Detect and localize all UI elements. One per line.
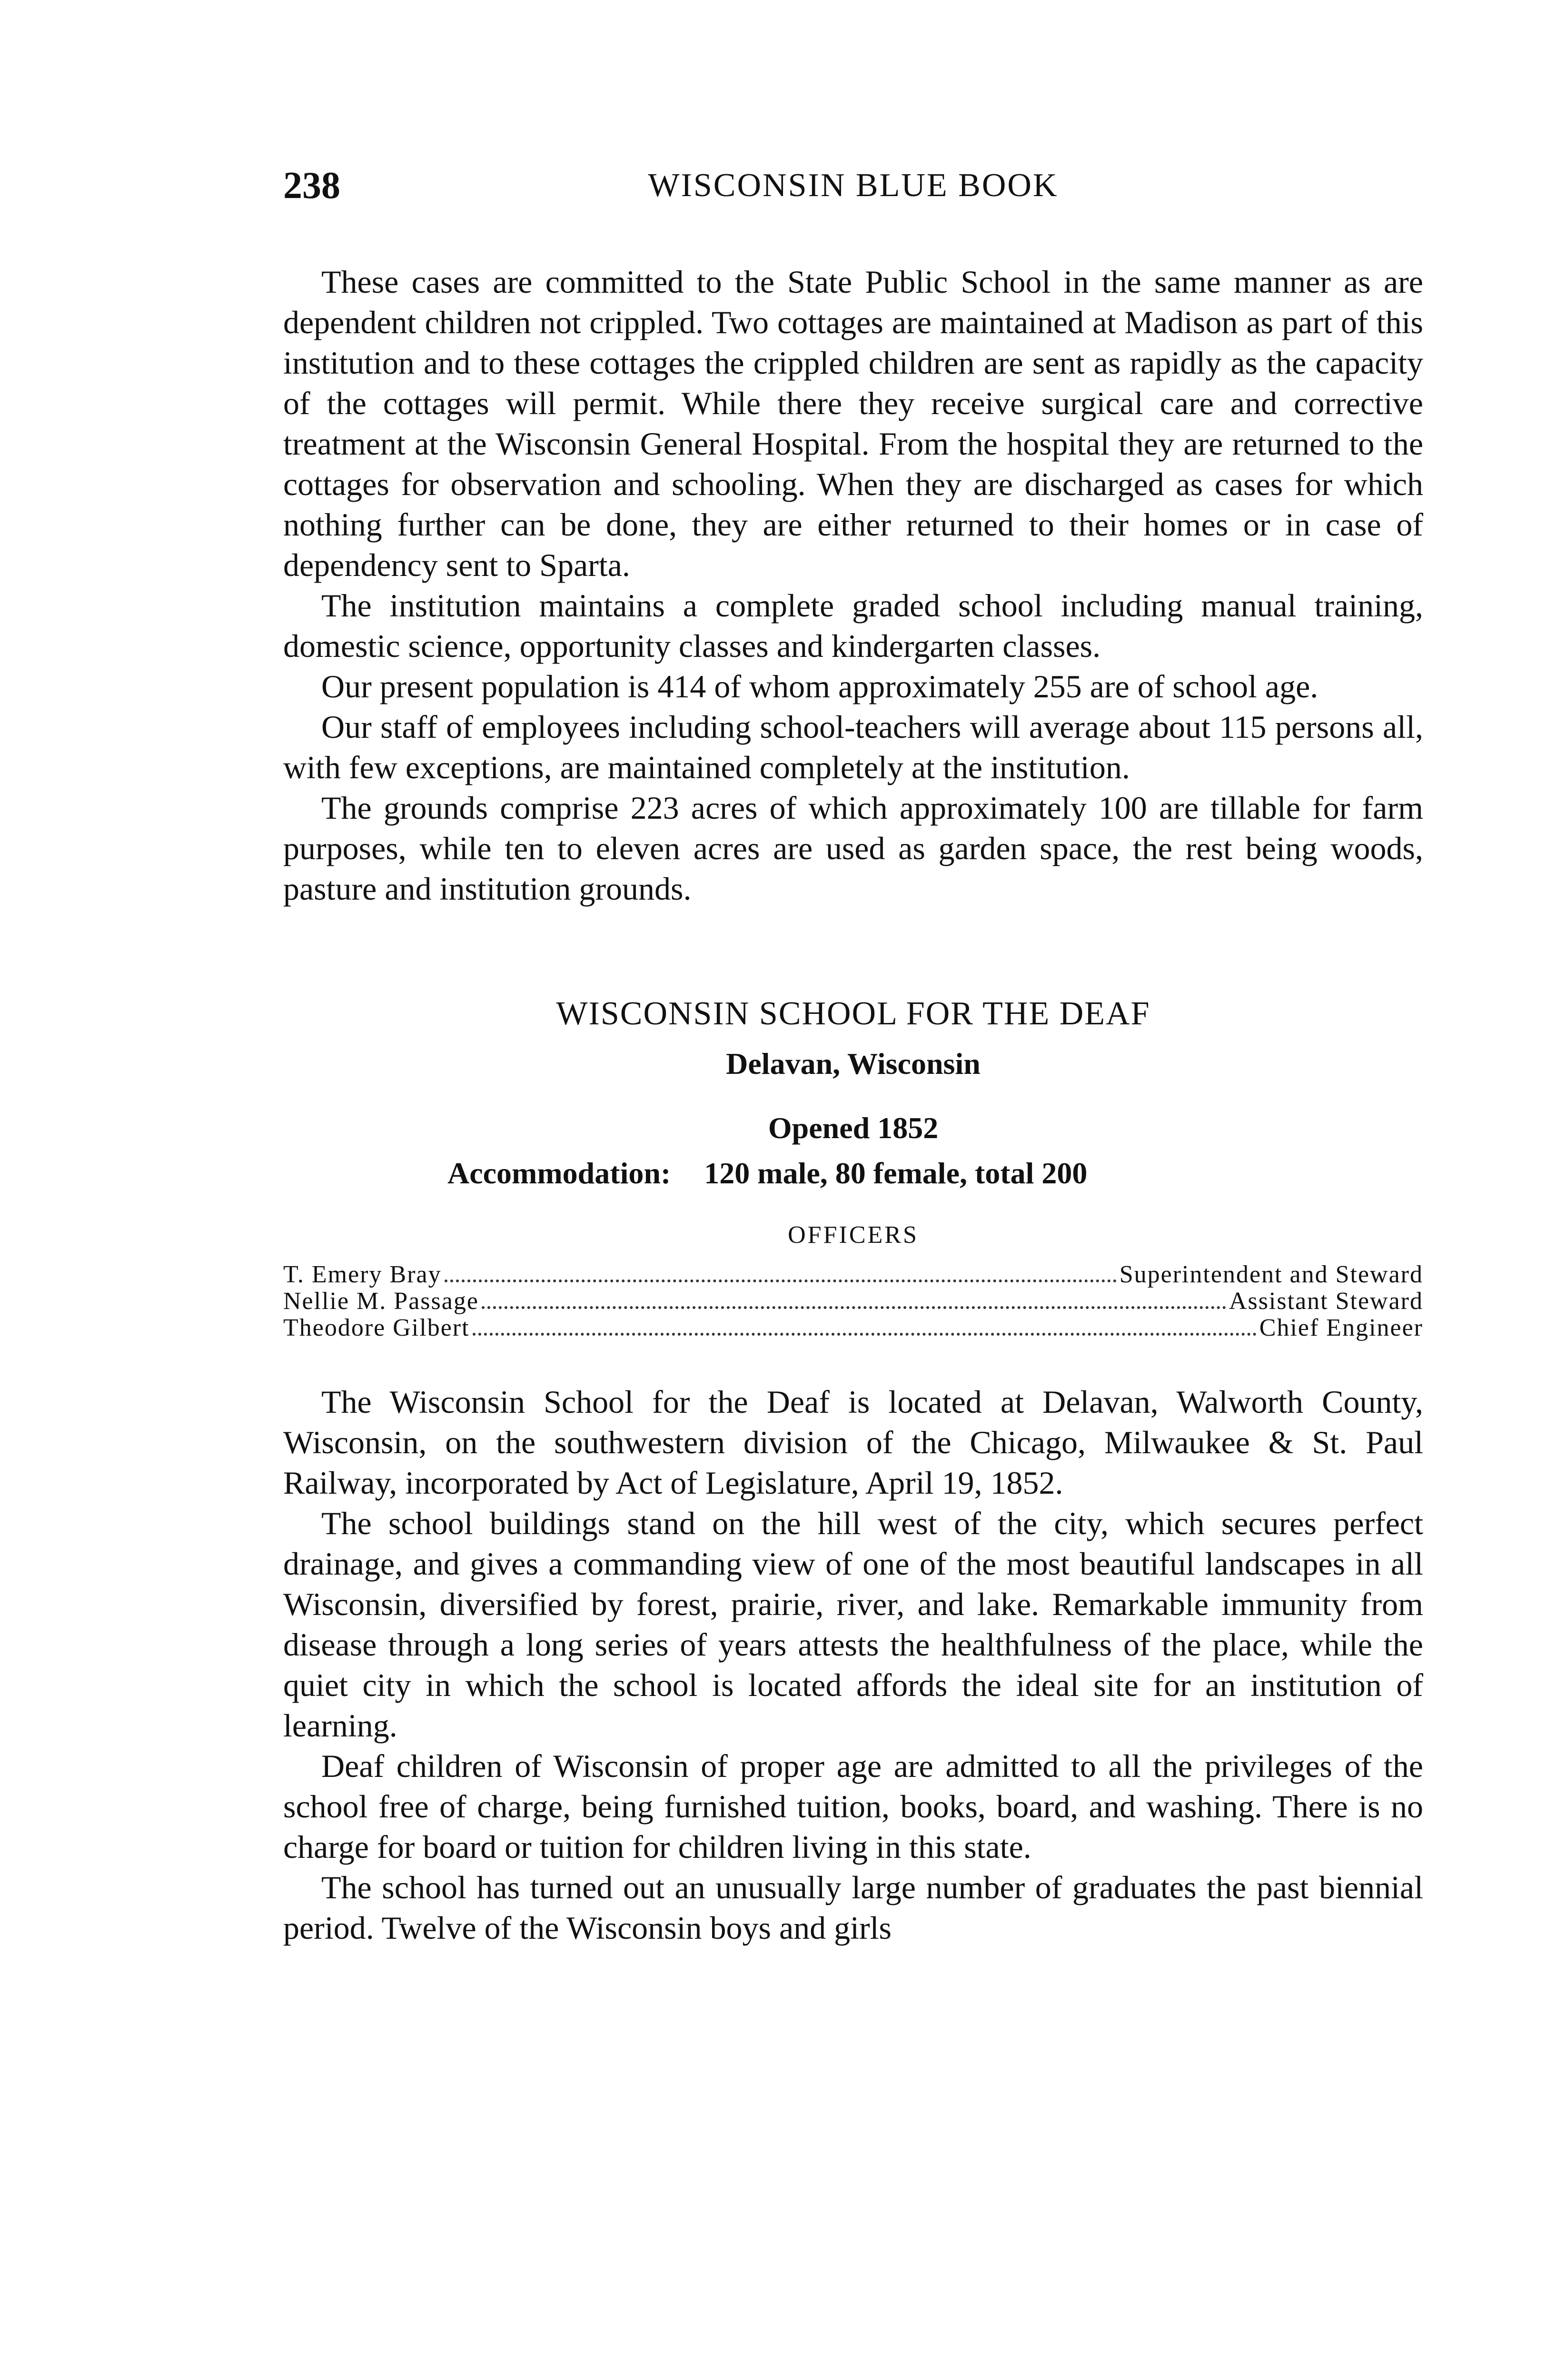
dot-leader bbox=[473, 1333, 1257, 1336]
paragraph: The institution maintains a complete graded school including manual training, domestic science, opportunity classes and kindergarten classes. bbox=[283, 587, 1423, 664]
intro-text bbox=[283, 262, 1423, 909]
opened-year: Opened 1852 bbox=[768, 1111, 939, 1145]
section-text bbox=[283, 1382, 1423, 1948]
dot-leader bbox=[445, 1279, 1117, 1282]
officer-name: T. Emery Bray bbox=[283, 1261, 442, 1288]
officers-heading: OFFICERS bbox=[788, 1221, 919, 1249]
officer-name: Theodore Gilbert bbox=[283, 1314, 470, 1341]
paragraph: Deaf children of Wisconsin of proper age are admitted to all the privileges of the school free of charge, being furnished tuition, books, board, and washing. There is no charge for board or tuition for children living in this state. bbox=[283, 1748, 1423, 1865]
officers-list bbox=[283, 1261, 1423, 1341]
officer-title: Assistant Steward bbox=[1229, 1288, 1423, 1315]
officer-row bbox=[283, 1261, 1423, 1288]
page-number: 238 bbox=[283, 165, 340, 207]
accommodation-value: 120 male, 80 female, total 200 bbox=[704, 1156, 1088, 1190]
paragraph: The school buildings stand on the hill west of the city, which secures perfect drainage, and gives a commanding view of one of the most beautiful landscapes in all Wisconsin, diversified by forest, prairie, river, and lake. Remarkable immunity from disease through a long series of years attests the healthfulness of the place, while the quiet city in which the school is located affords the ideal site for an institution of learning. bbox=[283, 1505, 1423, 1744]
officer-title: Chief Engineer bbox=[1259, 1314, 1423, 1341]
paragraph: These cases are committed to the State Public School in the same manner as are dependent children not crippled. Two cottages are maintained at Madison as part of this institution and to these cottages the crippled children are sent as rapidly as the capacity of the cottages will permit. While there they receive surgical care and corrective treatment at the Wisconsin General Hospital. From the hospital they are returned to the cottages for observation and schooling. When they are discharged as cases for which nothing further can be done, they are either returned to their homes or in case of dependency sent to Sparta. bbox=[283, 264, 1423, 583]
officer-name: Nellie M. Passage bbox=[283, 1288, 479, 1315]
dot-leader bbox=[482, 1306, 1226, 1309]
paragraph: Our staff of employees including school-teachers will average about 115 persons all, with few exceptions, are maintained completely at the institution. bbox=[283, 709, 1423, 785]
paragraph: Our present population is 414 of whom approximately 255 are of school age. bbox=[321, 668, 1318, 704]
section-title: WISCONSIN SCHOOL FOR THE DEAF bbox=[556, 995, 1150, 1032]
section-location: Delavan, Wisconsin bbox=[726, 1047, 981, 1081]
paragraph: The school has turned out an unusually large number of graduates the past biennial period. Twelve of the Wisconsin boys and girls bbox=[283, 1869, 1423, 1946]
officer-row bbox=[283, 1315, 1423, 1341]
paragraph: The grounds comprise 223 acres of which approximately 100 are tillable for farm purposes, while ten to eleven acres are used as garden space, the rest being woods, pasture and institution grounds. bbox=[283, 790, 1423, 907]
paragraph: The Wisconsin School for the Deaf is located at Delavan, Walworth County, Wisconsin, on the southwestern division of the Chicago, Milwaukee & St. Paul Railway, incorporated by Act of Legislature, April 19, 1852. bbox=[283, 1384, 1423, 1501]
running-head: WISCONSIN BLUE BOOK bbox=[648, 167, 1059, 204]
accommodation-label: Accommodation: bbox=[447, 1156, 671, 1190]
officer-row bbox=[283, 1288, 1423, 1315]
document-page bbox=[283, 164, 1423, 1948]
page-header bbox=[283, 164, 1423, 207]
officer-title: Superintendent and Steward bbox=[1119, 1261, 1423, 1288]
accommodation-line bbox=[283, 1154, 1423, 1192]
